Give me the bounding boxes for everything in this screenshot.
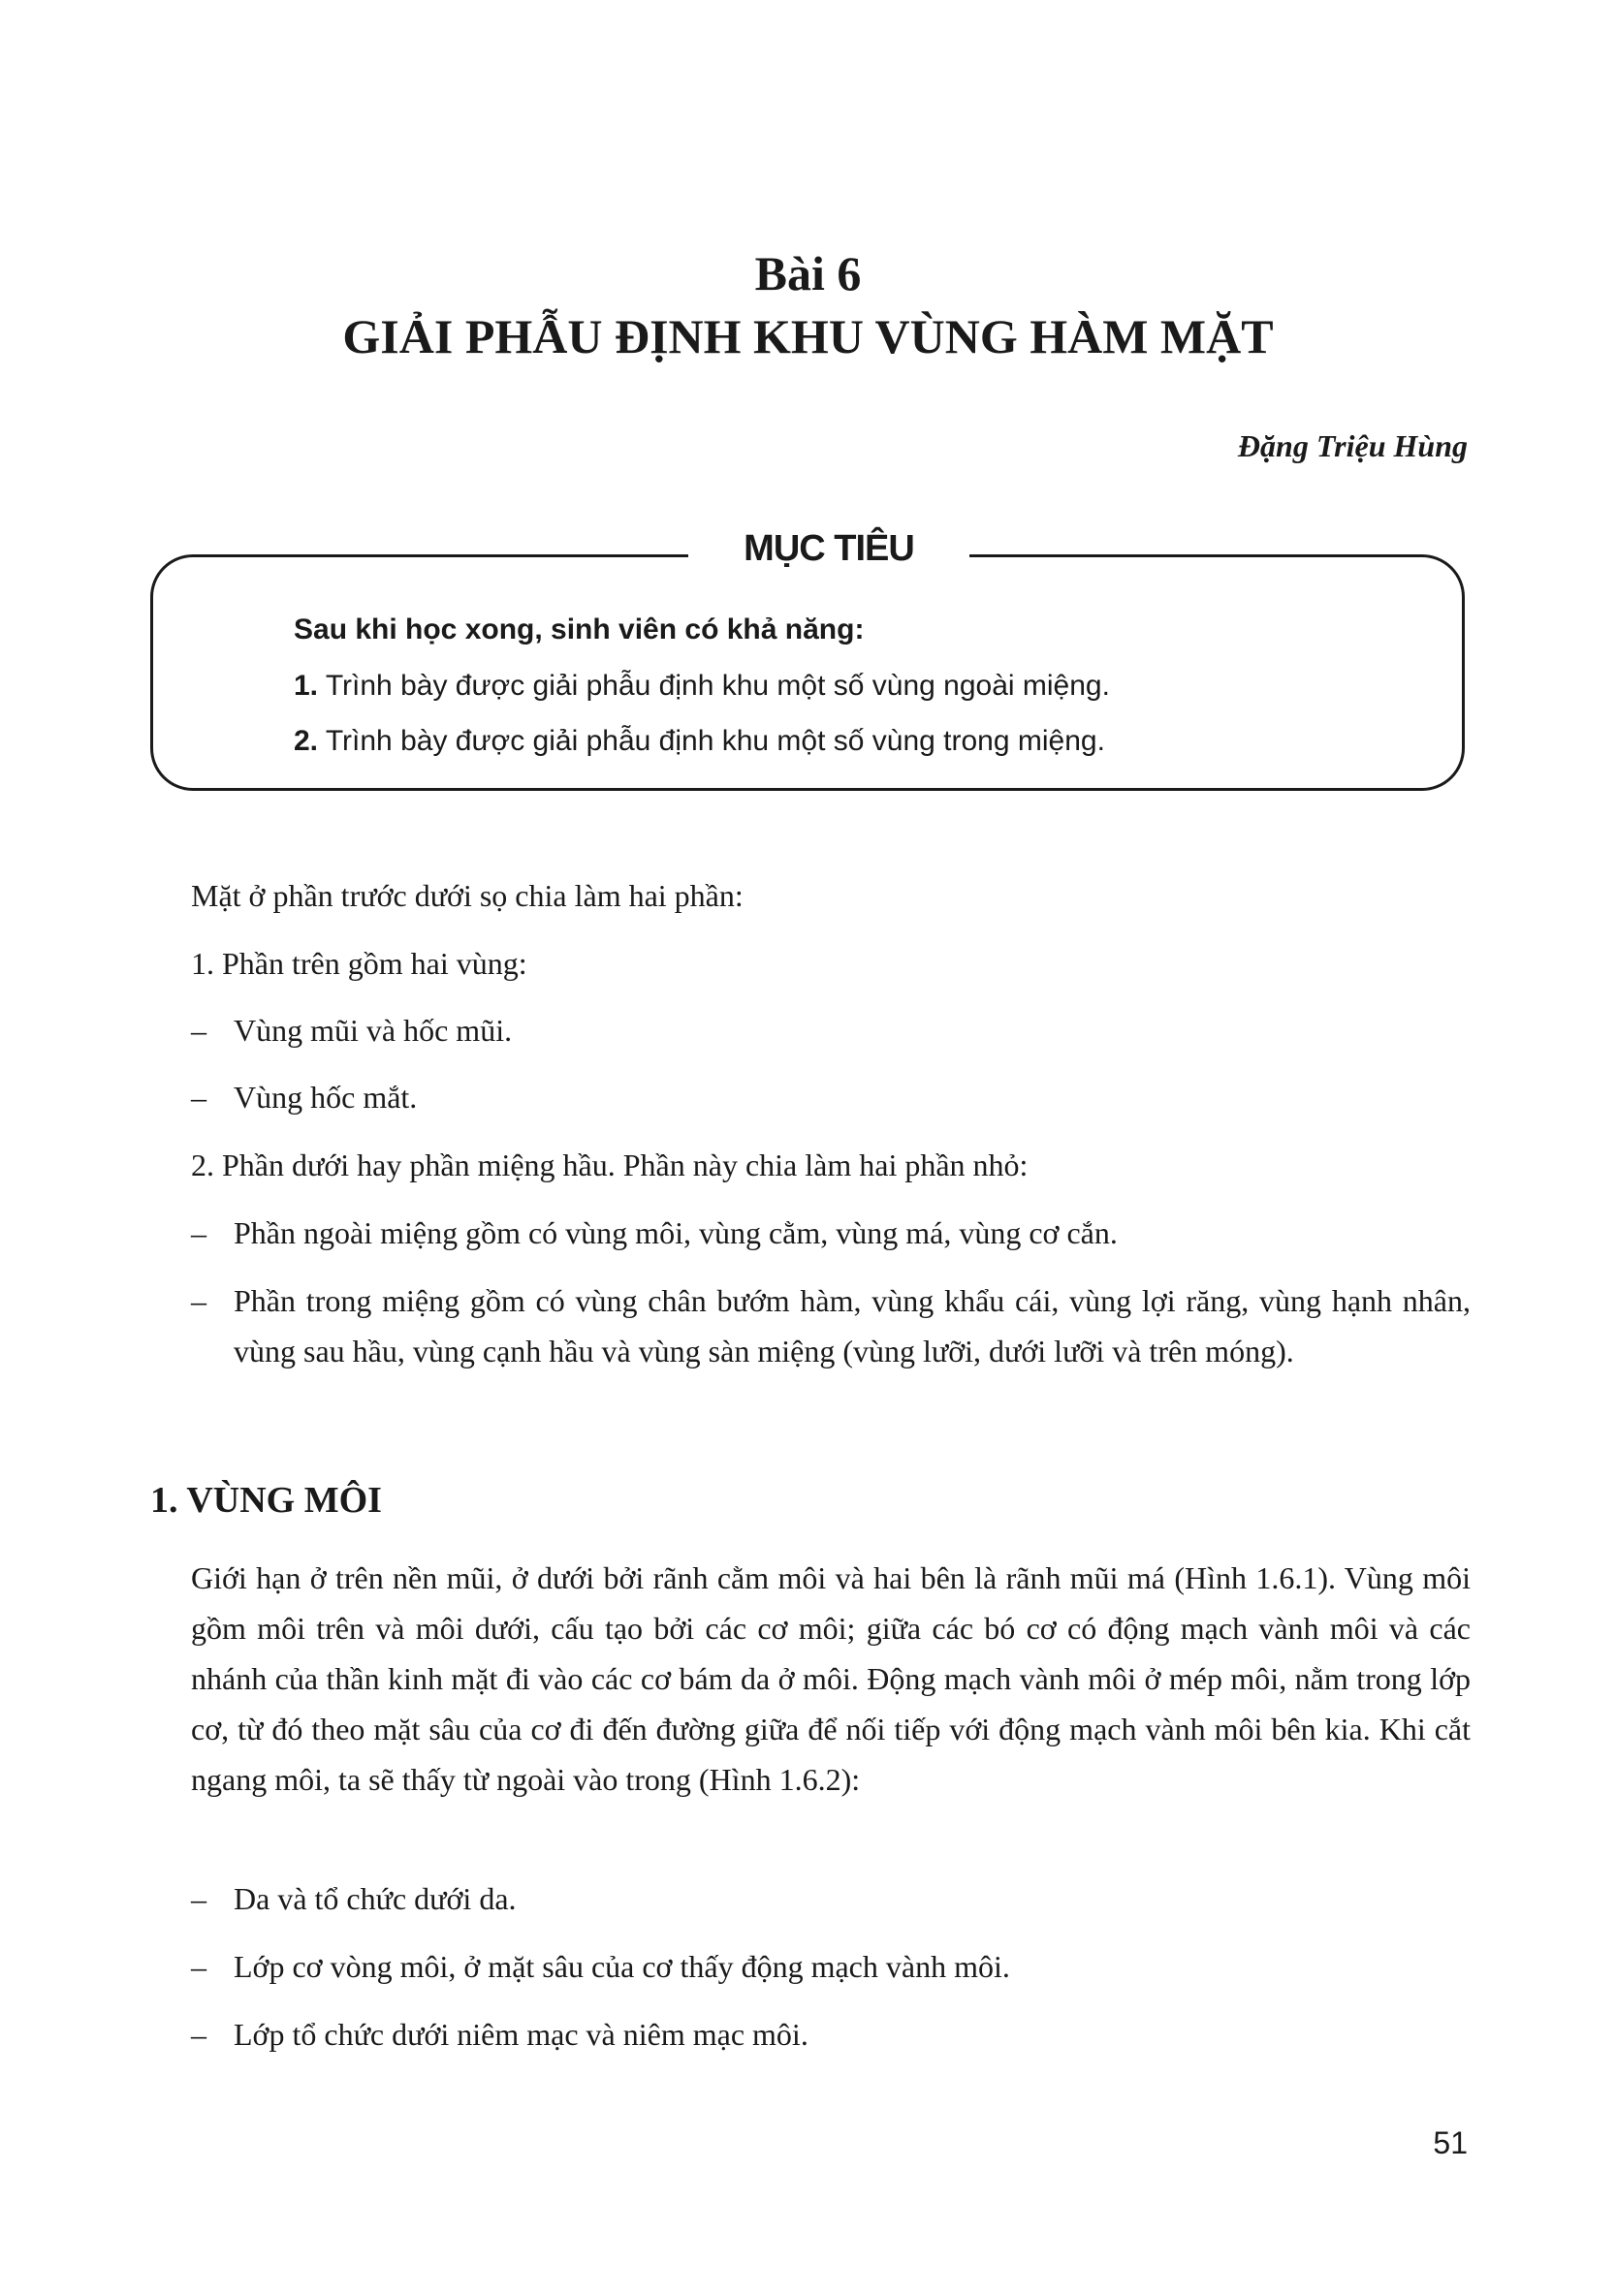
list-item-text: Lớp cơ vòng môi, ở mặt sâu của cơ thấy động mạch vành môi. [234, 1949, 1010, 1984]
dash-bullet: – [191, 2017, 206, 2052]
intro-paragraph-2: 1. Phần trên gồm hai vùng: [191, 946, 527, 981]
list-item [191, 1208, 1471, 1258]
list-item-text: Vùng hốc mắt. [234, 1080, 418, 1115]
list-item-text: Phần ngoài miệng gồm có vùng môi, vùng cằm, vùng má, vùng cơ cắn. [234, 1215, 1118, 1250]
lesson-title: GIẢI PHẪU ĐỊNH KHU VÙNG HÀM MẶT [342, 309, 1274, 363]
list-item [191, 1941, 1471, 1992]
list-item [191, 2009, 1471, 2060]
list-item-text: Vùng mũi và hốc mũi. [234, 1013, 513, 1048]
dash-bullet: – [191, 1881, 206, 1916]
section-paragraph: Giới hạn ở trên nền mũi, ở dưới bởi rãnh cằm môi và hai bên là rãnh mũi má (Hình 1.6.1). Vùng môi gồm môi trên và môi dưới, cấu tạo bởi các cơ môi; giữa các bó cơ có động mạch vành môi và các nhánh của thần kinh mặt đi vào các cơ bám da ở môi. Động mạch vành môi ở mép môi, nằm trong lớp cơ, từ đó theo mặt sâu của cơ đi đến đường giữa để nối tiếp với động mạch vành môi bên kia. Khi cắt ngang môi, ta sẽ thấy từ ngoài vào trong (Hình 1.6.2): [191, 1560, 1471, 1797]
dash-bullet: – [191, 1949, 206, 1984]
dash-bullet: – [191, 1215, 206, 1250]
list-item [191, 1072, 1471, 1122]
dash-bullet: – [191, 1283, 206, 1318]
list-item-text: Phần trong miệng gồm có vùng chân bướm hàm, vùng khẩu cái, vùng lợi răng, vùng hạnh nhân, vùng sau hầu, vùng cạnh hầu và vùng sàn miệng (vùng lưỡi, dưới lưỡi và trên móng). [234, 1283, 1471, 1368]
list-item-text: Lớp tổ chức dưới niêm mạc và niêm mạc môi. [234, 2017, 808, 2052]
list-item [191, 1275, 1471, 1376]
list-item [191, 1873, 1471, 1924]
dash-bullet: – [191, 1080, 206, 1115]
intro-paragraph-3: 2. Phần dưới hay phần miệng hầu. Phần này chia làm hai phần nhỏ: [191, 1148, 1029, 1182]
objective-item-1 [294, 667, 1110, 706]
objective-item-2 [294, 722, 1105, 761]
dash-bullet: – [191, 1013, 206, 1048]
list-item-text: Da và tổ chức dưới da. [234, 1881, 517, 1916]
objective-text: Trình bày được giải phẫu định khu một số vùng trong miệng. [325, 725, 1105, 757]
objective-number: 2. [294, 725, 319, 757]
objective-number: 1. [294, 670, 319, 702]
objectives-header: MỤC TIÊU [688, 519, 969, 578]
page-number: 51 [1433, 2125, 1468, 2160]
intro-paragraph-1: Mặt ở phần trước dưới sọ chia làm hai phần: [191, 878, 744, 913]
objectives-intro: Sau khi học xong, sinh viên có khả năng: [294, 613, 865, 645]
objective-text: Trình bày được giải phẫu định khu một số vùng ngoài miệng. [325, 670, 1110, 702]
list-item [191, 1005, 1471, 1055]
lesson-number: Bài 6 [754, 246, 862, 300]
section-heading: 1. VÙNG MÔI [150, 1480, 382, 1521]
author-name: Đặng Triệu Hùng [1237, 428, 1468, 463]
